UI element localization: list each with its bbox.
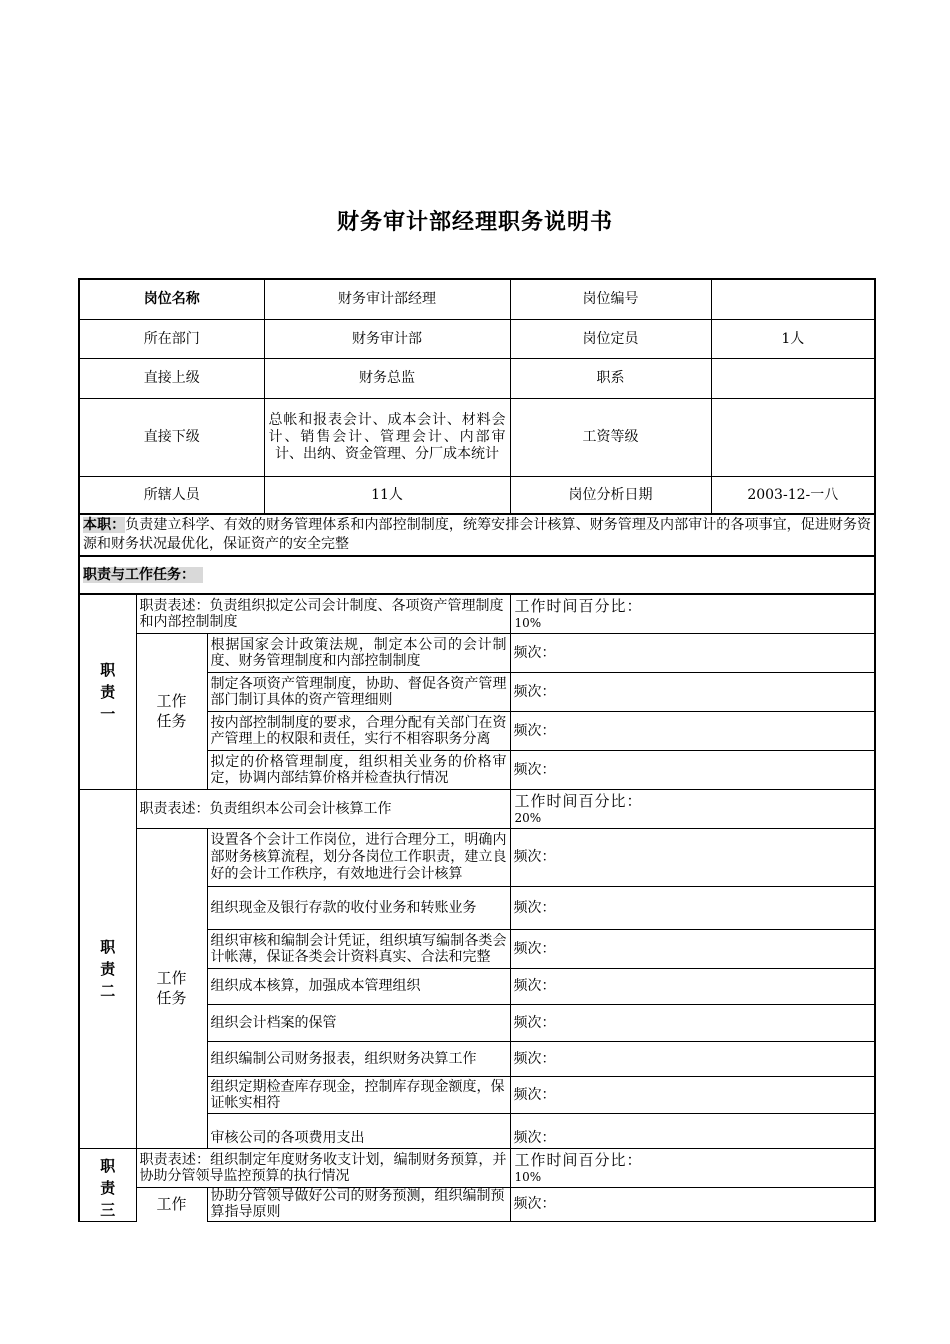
- info-value: 财务审计部: [264, 319, 510, 358]
- duty-statement: 职责表述：负责组织本公司会计核算工作: [136, 789, 510, 828]
- task-text: 协助分管领导做好公司的财务预测，组织编制预算指导原则: [207, 1188, 510, 1221]
- info-row: [79, 398, 875, 476]
- info-label: 工资等级: [510, 398, 711, 476]
- freq-label: 频次：: [510, 828, 875, 886]
- freq-label: 频次：: [510, 1004, 875, 1041]
- duty-label: [79, 594, 136, 789]
- duty-label-text: 职责二: [100, 937, 116, 1000]
- task-text: 制定各项资产管理制度，协助、督促各资产管理部门制订具体的资产管理细则: [207, 672, 510, 711]
- ratio-value: 10%: [514, 615, 542, 630]
- duty-label-text: 职责一: [100, 660, 116, 723]
- ratio-label: 工作时间百分比：: [514, 596, 643, 615]
- info-label: 岗位定员: [510, 319, 711, 358]
- task-label: 工作任务: [136, 633, 207, 789]
- task-text: 按内部控制制度的要求，合理分配有关部门在资产管理上的权限和责任，实行不相容职务分离: [207, 711, 510, 750]
- duty-statement-row: [79, 789, 875, 828]
- info-row: [79, 279, 875, 319]
- duty-statement: 职责表述：组织制定年度财务收支计划，编制财务预算，并协助分管领导监控预算的执行情况: [136, 1148, 510, 1188]
- info-label: 岗位分析日期: [510, 476, 711, 514]
- task-text: 审核公司的各项费用支出: [207, 1113, 510, 1148]
- summary-row: [79, 514, 875, 556]
- summary-label: 本职：: [83, 517, 126, 533]
- info-value: [711, 358, 875, 398]
- freq-label: 频次：: [510, 633, 875, 672]
- freq-label: 频次：: [510, 886, 875, 929]
- duty-statement-row: [79, 594, 875, 633]
- duty-statement-row: [79, 1148, 875, 1188]
- info-label: 所在部门: [79, 319, 264, 358]
- info-value: [711, 398, 875, 476]
- task-text: 组织审核和编制会计凭证，组织填写编制各类会计帐薄，保证各类会计资料真实、合法和完整: [207, 929, 510, 968]
- summary-text: 负责建立科学、有效的财务管理体系和内部控制制度，统筹安排会计核算、财务管理及内部审计的各项事宜，促进财务资源和财务状况最优化，保证资产的安全完整: [83, 517, 872, 552]
- task-label: 工作任务: [136, 828, 207, 1148]
- ratio-cell: [510, 789, 875, 828]
- ratio-cell: [510, 1148, 875, 1188]
- info-value: 总帐和报表会计、成本会计、材料会计、销售会计、管理会计、内部审计、出纳、资金管理、分厂成本统计: [264, 398, 510, 476]
- duty-statement: 职责表述：负责组织拟定公司会计制度、各项资产管理制度和内部控制制度: [136, 594, 510, 633]
- freq-label: 频次：: [510, 1076, 875, 1113]
- task-text: 根据国家会计政策法规，制定本公司的会计制度、财务管理制度和内部控制制度: [207, 633, 510, 672]
- task-label: 工作: [136, 1188, 207, 1221]
- duty-label-text: 职责三: [100, 1156, 116, 1219]
- ratio-label: 工作时间百分比：: [514, 1150, 643, 1169]
- info-label: 职系: [510, 358, 711, 398]
- info-value: 11人: [264, 476, 510, 514]
- task-text: 组织定期检查库存现金，控制库存现金额度，保证帐实相符: [207, 1076, 510, 1113]
- freq-label: 频次：: [510, 1113, 875, 1148]
- info-value: 财务审计部经理: [264, 279, 510, 319]
- task-row: [79, 633, 875, 672]
- task-row: [79, 1188, 875, 1221]
- task-text: 设置各个会计工作岗位，进行合理分工，明确内部财务核算流程，划分各岗位工作职责，建立良好的会计工作秩序，有效地进行会计核算: [207, 828, 510, 886]
- duty-label: [79, 1148, 136, 1221]
- summary-cell: [79, 514, 875, 556]
- freq-label: 频次：: [510, 929, 875, 968]
- info-label: 直接上级: [79, 358, 264, 398]
- job-description-table: [78, 278, 874, 1222]
- duties-header-cell: [79, 556, 875, 594]
- freq-label: 频次：: [510, 1041, 875, 1076]
- task-row: [79, 828, 875, 886]
- task-text: 组织编制公司财务报表，组织财务决算工作: [207, 1041, 510, 1076]
- info-value: 1人: [711, 319, 875, 358]
- info-row: [79, 476, 875, 514]
- freq-label: 频次：: [510, 1188, 875, 1221]
- info-value: 2003-12-一八: [711, 476, 875, 514]
- info-row: [79, 319, 875, 358]
- ratio-label: 工作时间百分比：: [514, 791, 643, 810]
- freq-label: 频次：: [510, 750, 875, 789]
- freq-label: 频次：: [510, 968, 875, 1004]
- freq-label: 频次：: [510, 711, 875, 750]
- info-value: [711, 279, 875, 319]
- ratio-value: 20%: [514, 810, 542, 825]
- freq-label: 频次：: [510, 672, 875, 711]
- duties-header: 职责与工作任务：: [83, 567, 203, 583]
- info-label: 所辖人员: [79, 476, 264, 514]
- duty-label: [79, 789, 136, 1148]
- info-label: 岗位名称: [79, 279, 264, 319]
- document-title: 财务审计部经理职务说明书: [336, 210, 613, 235]
- task-text: 拟定的价格管理制度，组织相关业务的价格审定，协调内部结算价格并检查执行情况: [207, 750, 510, 789]
- ratio-value: 10%: [514, 1169, 542, 1184]
- info-label: 直接下级: [79, 398, 264, 476]
- info-label: 岗位编号: [510, 279, 711, 319]
- info-value: 财务总监: [264, 358, 510, 398]
- task-text: 组织会计档案的保管: [207, 1004, 510, 1041]
- ratio-cell: [510, 594, 875, 633]
- task-text: 组织成本核算，加强成本管理组织: [207, 968, 510, 1004]
- duties-header-row: [79, 556, 875, 594]
- task-text: 组织现金及银行存款的收付业务和转账业务: [207, 886, 510, 929]
- info-row: [79, 358, 875, 398]
